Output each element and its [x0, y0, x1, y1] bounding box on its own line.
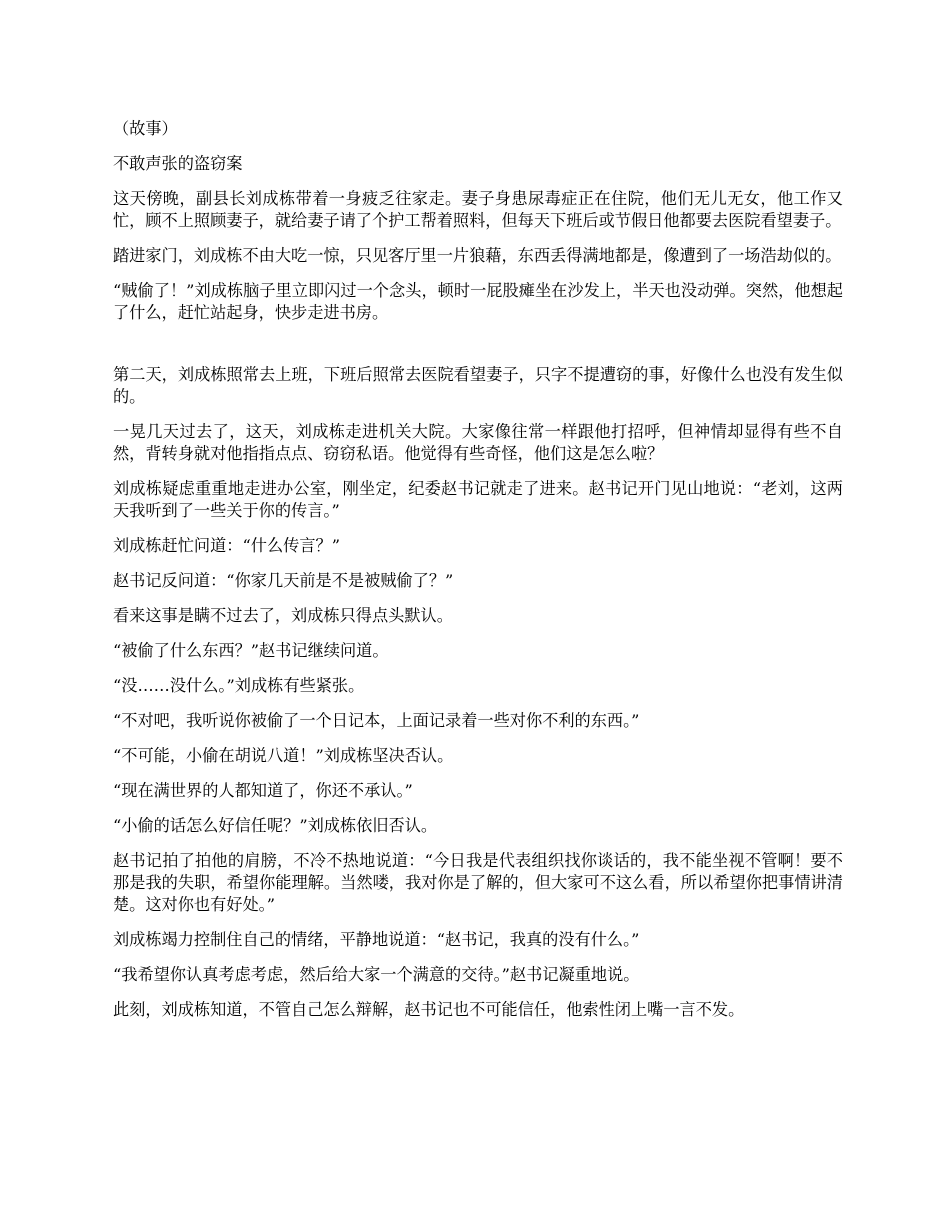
paragraph: “被偷了什么东西？”赵书记继续问道。	[113, 641, 389, 660]
paragraph: “没……没什么。”刘成栋有些紧张。	[113, 676, 365, 695]
paragraph: 第二天，刘成栋照常去上班，下班后照常去医院看望妻子，只字不提遭窃的事，好像什么也没有发生似的。	[113, 365, 843, 406]
paragraph: 看来这事是瞒不过去了，刘成栋只得点头默认。	[113, 606, 453, 625]
paragraph: “小偷的话怎么好信任呢？”刘成栋依旧否认。	[113, 816, 438, 835]
document-body	[113, 118, 843, 1034]
story-title: 不敢声张的盗窃案	[113, 154, 243, 173]
section-label: （故事）	[113, 119, 178, 138]
paragraph: 刘成栋赶忙问道：“什么传言？”	[113, 536, 340, 555]
paragraph: 踏进家门，刘成栋不由大吃一惊，只见客厅里一片狼藉，东西丢得满地都是，像遭到了一场浩劫似的。	[113, 246, 842, 265]
paragraph: 赵书记拍了拍他的肩膀，不冷不热地说道：“今日我是代表组织找你谈话的，我不能坐视不管啊！要不那是我的失职，希望你能理解。当然喽，我对你是了解的，但大家可不这么看，所以希望你把事情讲清楚。这对你也有好处。”	[113, 851, 843, 914]
paragraph: 刘成栋竭力控制住自己的情绪，平静地说道：“赵书记，我真的没有什么。”	[113, 930, 640, 949]
paragraph: 刘成栋疑虑重重地走进办公室，刚坐定，纪委赵书记就走了进来。赵书记开门见山地说：“老刘，这两天我听到了一些关于你的传言。”	[113, 479, 843, 520]
paragraph: 此刻，刘成栋知道，不管自己怎么辩解，赵书记也不可能信任，他索性闭上嘴一言不发。	[113, 1000, 745, 1019]
paragraph: 赵书记反问道：“你家几天前是不是被贼偷了？”	[113, 571, 454, 590]
paragraph: “现在满世界的人都知道了，你还不承认。”	[113, 781, 413, 800]
paragraph: “不对吧，我听说你被偷了一个日记本，上面记录着一些对你不利的东西。”	[113, 711, 640, 730]
paragraph: 这天傍晚，副县长刘成栋带着一身疲乏往家走。妻子身患尿毒症正在住院，他们无儿无女，他工作又忙，顾不上照顾妻子，就给妻子请了个护工帮着照料，但每天下班后或节假日他都要去医院看望妻子。	[113, 189, 843, 230]
paragraph: “不可能，小偷在胡说八道！”刘成栋坚决否认。	[113, 746, 454, 765]
paragraph: “贼偷了！”刘成栋脑子里立即闪过一个念头，顿时一屁股瘫坐在沙发上，半天也没动弹。突然，他想起了什么，赶忙站起身，快步走进书房。	[113, 281, 843, 322]
paragraph: “我希望你认真考虑考虑，然后给大家一个满意的交待。”赵书记凝重地说。	[113, 965, 640, 984]
paragraph: 一晃几天过去了，这天，刘成栋走进机关大院。大家像往常一样跟他打招呼，但神情却显得有些不自然，背转身就对他指指点点、窃窃私语。他觉得有些奇怪，他们这是怎么啦？	[113, 422, 843, 463]
